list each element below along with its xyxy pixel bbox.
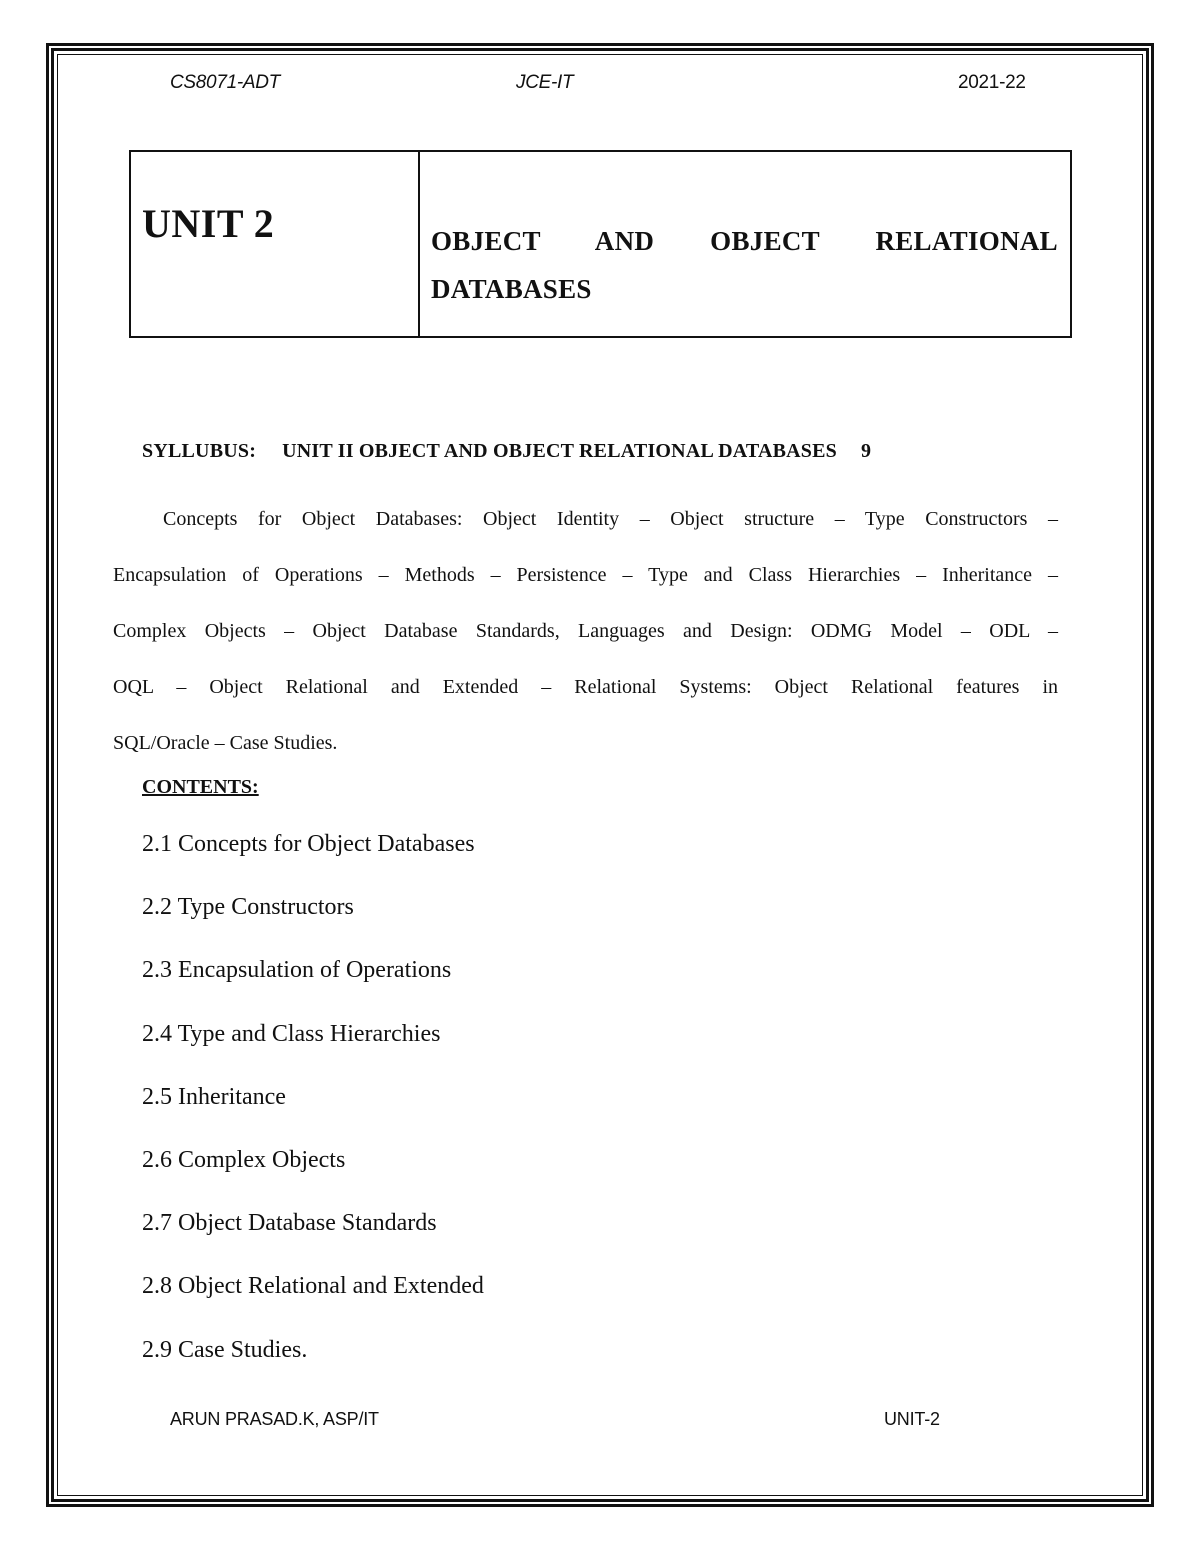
footer-unit: UNIT-2: [884, 1409, 940, 1429]
contents-item: 2.7 Object Database Standards: [142, 1210, 437, 1237]
contents-heading: CONTENTS:: [142, 776, 259, 798]
unit-title-line-1: OBJECT AND OBJECT RELATIONAL: [431, 226, 1058, 256]
unit-box-divider: [418, 150, 420, 338]
contents-item: 2.5 Inheritance: [142, 1083, 286, 1110]
syllabus-line: Concepts for Object Databases: Object Identity – Object structure – Type Constructors –: [163, 508, 1058, 530]
syllabus-line: SQL/Oracle – Case Studies.: [113, 732, 338, 754]
header-course-code: CS8071-ADT: [170, 72, 280, 93]
contents-item: 2.3 Encapsulation of Operations: [142, 957, 452, 984]
syllabus-unit-title: UNIT II OBJECT AND OBJECT RELATIONAL DATABASES: [282, 440, 837, 462]
contents-item: 2.4 Type and Class Hierarchies: [142, 1020, 441, 1047]
contents-list: [142, 826, 484, 1395]
unit-label: UNIT 2: [142, 201, 275, 246]
header-year: 2021-22: [958, 72, 1026, 93]
footer-author: ARUN PRASAD.K, ASP/IT: [170, 1409, 379, 1429]
syllabus-body: [113, 491, 1058, 771]
contents-item: 2.1 Concepts for Object Databases: [142, 831, 475, 857]
contents-item: 2.8 Object Relational and Extended: [142, 1273, 484, 1300]
contents-item: 2.9 Case Studies.: [142, 1336, 308, 1363]
syllabus-line: OQL – Object Relational and Extended – Relational Systems: Object Relational features in: [113, 676, 1058, 698]
syllabus-label: SYLLUBUS:: [142, 440, 257, 462]
syllabus-hours: 9: [860, 440, 872, 462]
syllabus-line: Complex Objects – Object Database Standards, Languages and Design: ODMG Model – ODL –: [113, 620, 1058, 642]
contents-item: 2.2 Type Constructors: [142, 894, 354, 921]
header-department: JCE-IT: [516, 72, 574, 93]
contents-item: 2.6 Complex Objects: [142, 1146, 346, 1173]
unit-title-line-2: DATABASES: [431, 274, 592, 304]
syllabus-line: Encapsulation of Operations – Methods – Persistence – Type and Class Hierarchies – Inheritance –: [113, 564, 1058, 586]
syllabus-heading: [142, 440, 871, 463]
